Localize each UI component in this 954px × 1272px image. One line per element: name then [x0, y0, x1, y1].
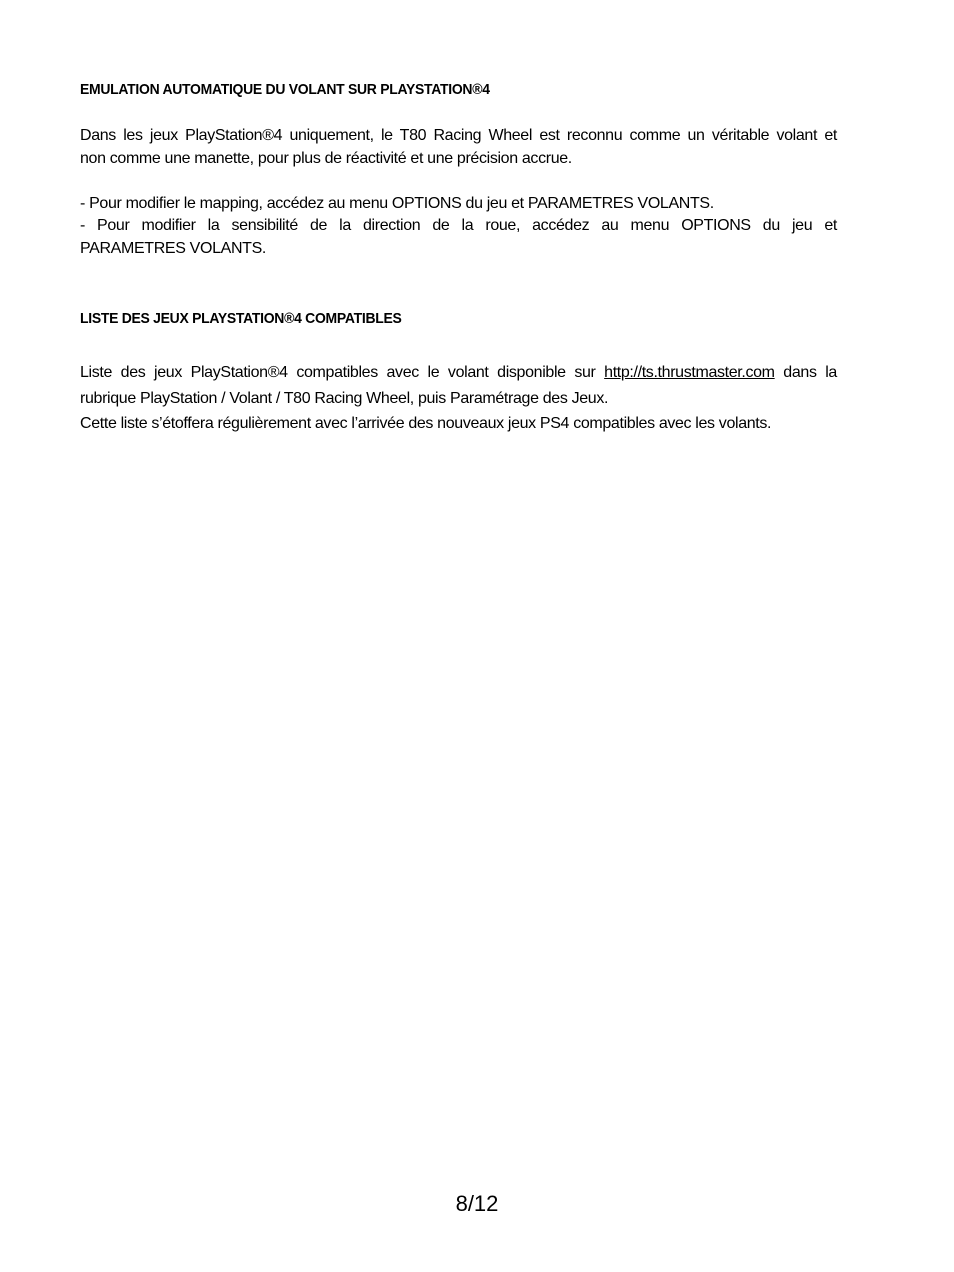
sensitivity-instruction-line-1: - Pour modifier la sensibilité de la direction de la roue, accédez au menu OPTIONS du jeu et	[80, 217, 837, 234]
emulation-paragraph	[80, 124, 837, 170]
mapping-instruction	[80, 192, 837, 215]
sensitivity-instruction	[80, 214, 837, 260]
compatible-games-paragraph-line-1	[80, 360, 837, 386]
compatible-games-paragraph-line-2: rubrique PlayStation / Volant / T80 Racing Wheel, puis Paramétrage des Jeux.	[80, 390, 609, 407]
emulation-paragraph-line-2: non comme une manette, pour plus de réactivité et une précision accrue.	[80, 150, 572, 167]
section-heading-emulation: EMULATION AUTOMATIQUE DU VOLANT SUR PLAYSTATION®4	[80, 81, 490, 98]
compatible-games-paragraph	[80, 360, 837, 412]
list-update-note	[80, 412, 837, 435]
emulation-paragraph-line-1: Dans les jeux PlayStation®4 uniquement, le T80 Racing Wheel est reconnu comme un véritable volant et	[80, 127, 837, 144]
section-heading-compatible-games: LISTE DES JEUX PLAYSTATION®4 COMPATIBLES	[80, 310, 402, 327]
page-number: 8/12	[455, 1191, 499, 1216]
mapping-instruction-line: - Pour modifier le mapping, accédez au menu OPTIONS du jeu et PARAMETRES VOLANTS.	[80, 195, 714, 212]
compatible-games-text-after-link: dans la	[774, 364, 837, 381]
list-update-note-line: Cette liste s’étoffera régulièrement avec l’arrivée des nouveaux jeux PS4 compatibles avec les volants.	[80, 415, 772, 432]
sensitivity-instruction-line-2: PARAMETRES VOLANTS.	[80, 240, 266, 257]
compatible-games-text-before-link: Liste des jeux PlayStation®4 compatibles avec le volant disponible sur	[80, 364, 605, 381]
thrustmaster-website-link[interactable]: http://ts.thrustmaster.com	[604, 364, 775, 381]
